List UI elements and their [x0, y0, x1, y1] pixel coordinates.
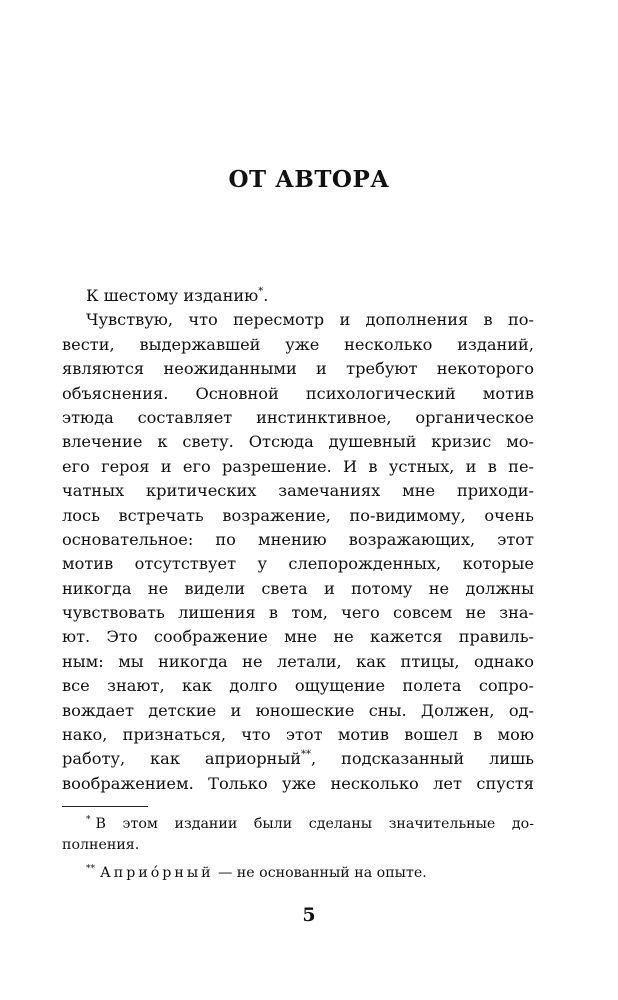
text-line: все знают, как долго ощущение полета сопро-: [62, 676, 534, 696]
text-line: этюда составляет инстинктивное, органическое: [62, 407, 534, 427]
text-line: влечение к свету. Отсюда душевный кризис мо-: [62, 432, 534, 452]
text-line: его героя и его разрешение. И в устных, и в пе-: [62, 456, 534, 476]
footnote-mark: *: [86, 815, 91, 825]
footnote-2: [62, 863, 534, 884]
text-line: нако, признаться, что этот мотив вошел в мою: [62, 725, 534, 745]
footnote-1: [62, 814, 534, 835]
text-line: ным: мы никогда не летали, как птицы, однако: [62, 651, 534, 671]
text-line: [62, 747, 534, 771]
text-line: являются неожиданными и требуют некоторого: [62, 359, 534, 379]
text-line: мотив отсутствует у слепорожденных, которые: [62, 554, 534, 574]
text-line-tail: .: [263, 286, 269, 305]
text-line: лось встречать возражение, по-видимому, очень: [62, 505, 534, 525]
text-line: воображением. Только уже несколько лет спустя: [62, 773, 534, 793]
text-line: чатных критических замечаниях мне приходи-: [62, 481, 534, 501]
footnote-ref-2[interactable]: **: [301, 749, 312, 761]
text-line: ют. Это соображение мне не кажется правиль-: [62, 627, 534, 647]
text-line: Чувствую, что пересмотр и дополнения в по-: [86, 310, 534, 330]
text-line: объяснения. Основной психологический мотив: [62, 383, 534, 403]
text-line-content: К шестому изданию: [86, 286, 259, 305]
text-line: вести, выдержавшей уже несколько изданий,: [62, 334, 534, 354]
text-line: никогда не видели света и потому не должны: [62, 578, 534, 598]
footnote-term: Априóрный: [100, 865, 214, 881]
text-line-content: работу, как априорный: [62, 749, 302, 769]
text-line: чувствовать лишения в том, чего совсем не зна-: [62, 603, 534, 623]
text-line: основательное: по мнению возражающих, этот: [62, 529, 534, 549]
body-text: [62, 284, 534, 796]
footnotes: [62, 814, 534, 884]
footnote-divider: [62, 806, 148, 807]
footnote-text: В этом издании были сделаны значительные до-: [95, 816, 534, 832]
footnote-ref-1[interactable]: *: [258, 286, 264, 297]
footnote-1-continued: полнения.: [62, 837, 140, 853]
text-line: вождает детские и юношеские сны. Должен, од-: [62, 700, 534, 720]
footnote-definition: — не основанный на опыте.: [218, 865, 427, 881]
chapter-title: ОТ АВТОРА: [228, 166, 390, 193]
text-line: [62, 284, 534, 308]
text-line-tail: , подсказанный лишь: [311, 749, 534, 769]
footnote-mark: **: [86, 864, 95, 874]
page-number: 5: [302, 904, 316, 926]
